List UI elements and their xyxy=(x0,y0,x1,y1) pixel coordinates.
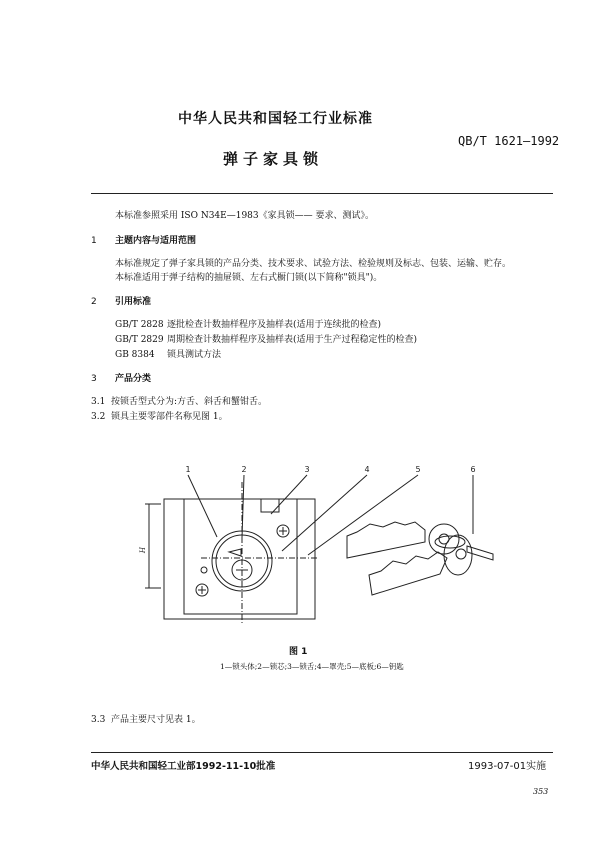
key-2 xyxy=(369,535,472,595)
callout-leader-5 xyxy=(308,475,418,555)
reference-code: GB/T 2829 xyxy=(115,335,164,345)
figure-legend: 1—锁头体;2—锁芯;3—锁舌;4—罩壳;5—底板;6—钥匙 xyxy=(220,662,404,671)
callout-4: 4 xyxy=(364,465,370,474)
clause-3-2 xyxy=(91,409,228,422)
clause-number: 3.1 xyxy=(91,397,106,407)
reference-code: GB 8384 xyxy=(115,350,155,360)
reference-code: GB/T 2828 xyxy=(115,320,164,330)
callout-5: 5 xyxy=(415,465,421,474)
cylinder-pin xyxy=(229,549,241,556)
callout-leader-1 xyxy=(188,475,217,537)
figure-caption: 图 1 xyxy=(289,647,308,657)
section-1-title: 主题内容与适用范围 xyxy=(115,236,197,246)
cover-housing xyxy=(184,499,297,614)
footer-rule xyxy=(91,752,553,753)
document-title: 弹子家具锁 xyxy=(223,150,324,168)
reference-text: 锁具测试方法 xyxy=(167,350,222,360)
header-rule xyxy=(91,193,553,194)
callout-leader-4 xyxy=(282,475,367,551)
standard-code: QB/T 1621—1992 xyxy=(458,134,560,148)
callout-2: 2 xyxy=(241,465,247,474)
clause-text: 锁具主要零部件名称见图 1。 xyxy=(111,412,228,422)
intro-paragraph: 本标准参照采用 ISO N34E—1983《家具锁—— 要求、测试》。 xyxy=(115,211,374,221)
page-number: 353 xyxy=(533,787,549,796)
section-3-heading xyxy=(91,371,151,384)
implementation-date: 1993-07-01实施 xyxy=(468,761,547,772)
reference-text: 逐批检查计数抽样程序及抽样表(适用于连续批的检查) xyxy=(167,320,382,330)
callout-1: 1 xyxy=(185,465,191,474)
lock-figure xyxy=(125,462,525,634)
clause-3-1 xyxy=(91,394,267,407)
section-2-heading xyxy=(91,294,151,307)
dimension-label: H xyxy=(139,546,147,554)
reference-text: 周期检查计数抽样程序及抽样表(适用于生产过程稳定性的检查) xyxy=(167,335,418,345)
issuing-organization: 中华人民共和国轻工行业标准 xyxy=(178,111,373,127)
reference-item xyxy=(115,332,417,345)
reference-item xyxy=(115,317,381,330)
clause-text: 产品主要尺寸见表 1。 xyxy=(111,715,201,725)
section-3-number: 3 xyxy=(91,374,97,384)
rivet xyxy=(201,567,207,573)
callout-6: 6 xyxy=(470,465,476,474)
section-2-number: 2 xyxy=(91,297,97,307)
section-1-heading xyxy=(91,233,196,246)
clause-number: 3.2 xyxy=(91,412,106,422)
approval-line: 中华人民共和国轻工业部1992-11-10批准 xyxy=(91,761,276,772)
clause-3-3 xyxy=(91,712,201,725)
section-1-para-2: 本标准适用于弹子结构的抽屉锁、左右式橱门锁(以下简称"锁具")。 xyxy=(115,273,383,283)
section-3-title: 产品分类 xyxy=(115,374,152,384)
section-1-number: 1 xyxy=(91,236,97,246)
clause-number: 3.3 xyxy=(91,715,106,725)
clause-text: 按锁舌型式分为:方舌、斜舌和蟹钳舌。 xyxy=(111,397,268,407)
callout-3: 3 xyxy=(304,465,310,474)
bolt-slot xyxy=(261,499,279,512)
base-plate xyxy=(164,499,315,619)
reference-item xyxy=(115,347,221,360)
callout-leader-3 xyxy=(271,475,307,514)
section-2-title: 引用标准 xyxy=(115,297,152,307)
section-1-para-1: 本标准规定了弹子家具锁的产品分类、技术要求、试验方法、检验规则及标志、包装、运输、贮存。 xyxy=(115,259,512,269)
key-1 xyxy=(347,522,459,558)
